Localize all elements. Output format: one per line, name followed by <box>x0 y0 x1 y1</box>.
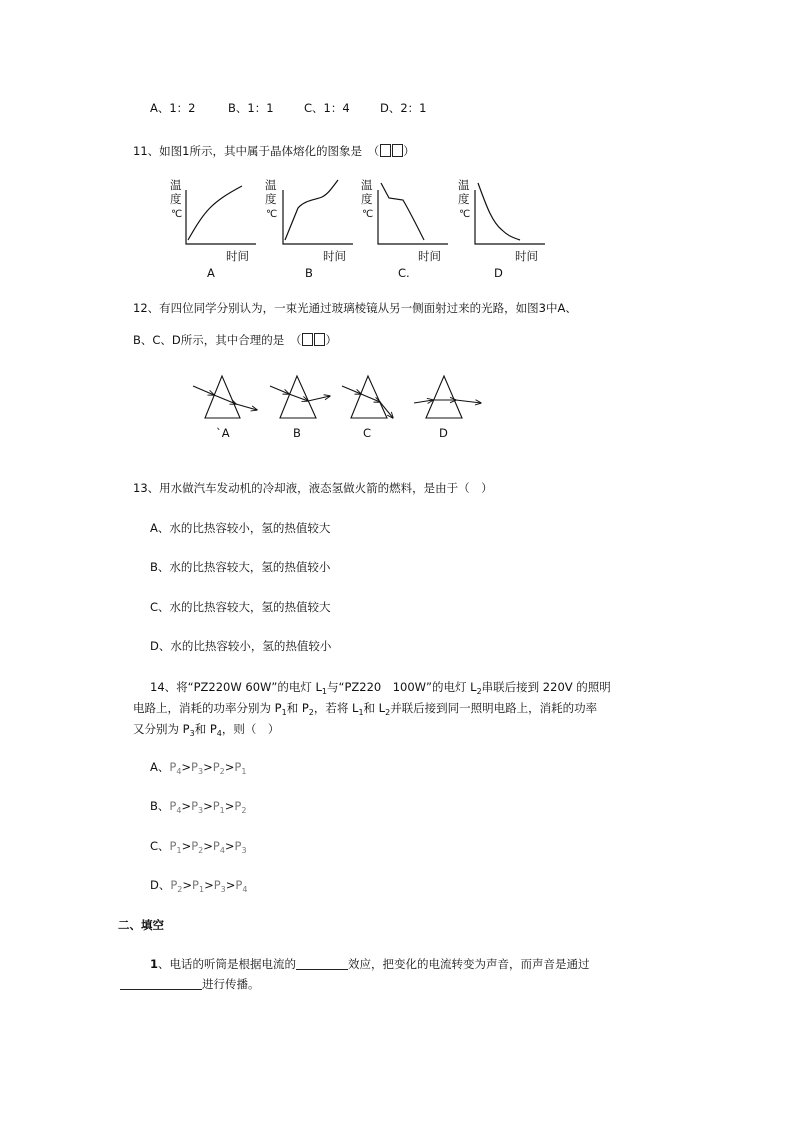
prism-a-ray-out <box>236 404 257 410</box>
prism-c-ray-in <box>342 386 361 394</box>
greater-than: > <box>204 878 214 892</box>
subscript: 3 <box>189 729 195 738</box>
subscript: 2 <box>177 885 183 894</box>
q14-text: ，若将 L <box>313 701 359 715</box>
q14-text: 并联后接到同一照明电路上，消耗的功率 <box>390 701 598 715</box>
subscript: 4 <box>219 846 225 855</box>
graph-d <box>475 183 545 244</box>
q13-option-c: C、水的比热容较大，氢的热值较大 <box>150 600 331 614</box>
prism-a <box>193 376 257 418</box>
power-symbol: P <box>170 878 178 892</box>
graph-c <box>378 183 448 244</box>
answer-box <box>314 333 325 346</box>
subscript: 1 <box>198 885 205 894</box>
q12-line1: 12、有四位同学分别认为，一束光通过玻璃棱镜从另一侧面射过来的光路，如图3中A、 <box>133 301 577 315</box>
greater-than: > <box>225 878 236 892</box>
power-symbol: P <box>191 760 198 774</box>
greater-than: > <box>181 839 192 853</box>
power-symbol: P <box>169 760 177 774</box>
q10-option-d: D、2：1 <box>380 101 427 115</box>
graph-b-xlabel: 时间 <box>323 249 346 263</box>
prism-b-ray-in <box>270 386 289 394</box>
q11-close: ） <box>403 144 415 158</box>
graph-d-ylabel-2: 度 <box>458 192 470 206</box>
fill-q1-line2 <box>120 977 260 991</box>
graph-a-label: A <box>207 266 215 280</box>
subscript: 4 <box>176 806 182 815</box>
graph-a-ylabel-2: 度 <box>170 192 182 206</box>
q13-option-a: A、水的比热容较小，氢的热值较大 <box>150 521 331 535</box>
q14-line2 <box>133 701 597 720</box>
subscript: 2 <box>198 846 204 855</box>
subscript: 2 <box>385 708 391 717</box>
graph-b-ylabel-unit: ℃ <box>266 209 278 220</box>
greater-than: > <box>181 799 192 813</box>
option-letter: B、 <box>150 799 170 813</box>
subscript: 3 <box>198 806 204 815</box>
prism-c-triangle <box>351 376 387 418</box>
q13-option-b: B、水的比热容较大，氢的热值较小 <box>150 560 331 574</box>
graph-c-curve <box>381 183 424 240</box>
prism-d-triangle <box>426 376 462 418</box>
graph-c-ylabel-1: 温 <box>361 178 373 192</box>
graph-c-xlabel: 时间 <box>418 249 441 263</box>
power-symbol: P <box>191 839 199 853</box>
graph-b-curve <box>285 180 338 240</box>
option-letter: D、 <box>150 878 171 892</box>
graph-d-label: D <box>494 266 503 280</box>
subscript: 1 <box>219 806 225 815</box>
prism-d <box>414 376 481 418</box>
answer-blank[interactable] <box>296 957 348 970</box>
subscript: 1 <box>241 767 247 776</box>
q10-option-a: A、1：2 <box>150 101 196 115</box>
graph-c-ylabel-unit: ℃ <box>362 209 374 220</box>
q14-text: 14、将“PZ220W 60W”的电灯 L <box>150 680 322 694</box>
prism-a-label: `A <box>216 426 230 440</box>
q14-option <box>150 799 246 818</box>
power-symbol: P <box>234 839 242 853</box>
prism-c-label: C <box>363 426 372 440</box>
graph-c-axes <box>378 190 448 244</box>
answer-box <box>302 333 313 346</box>
power-symbol: P <box>212 799 220 813</box>
prism-b-triangle <box>280 376 316 418</box>
greater-than: > <box>224 839 235 853</box>
q10-option-c: C、1：4 <box>304 101 350 115</box>
graph-d-ylabel-unit: ℃ <box>459 209 471 220</box>
subscript: 2 <box>219 767 225 776</box>
prism-c-ray-out <box>380 402 393 418</box>
graph-b-axes <box>283 190 353 244</box>
power-symbol: P <box>169 799 177 813</box>
answer-blank[interactable] <box>120 977 202 990</box>
prism-d-ray-out <box>456 400 481 403</box>
q12-line2 <box>133 333 337 347</box>
subscript: 4 <box>216 729 222 738</box>
greater-than: > <box>181 760 192 774</box>
subscript: 4 <box>176 767 182 776</box>
greater-than: > <box>203 839 213 853</box>
subscript: 1 <box>176 846 182 855</box>
graph-b-label: B <box>305 266 313 280</box>
graph-a <box>186 186 256 244</box>
graph-b-ylabel-1: 温 <box>265 178 277 192</box>
answer-box <box>392 144 403 157</box>
q14-text: 和 P <box>286 701 309 715</box>
graph-c-label: C. <box>398 266 410 280</box>
prism-b-ray-mid <box>289 394 308 401</box>
graph-d-axes <box>475 190 545 244</box>
q11-text: 11、如图1所示，其中属于晶体熔化的图象是 （ <box>133 144 380 158</box>
q14-text: 串联后接到 220V 的照明 <box>481 680 611 694</box>
section-title: 二、填空 <box>118 918 164 932</box>
prism-c <box>342 376 393 418</box>
graph-a-ylabel-unit: ℃ <box>171 209 183 220</box>
graph-c-ylabel-2: 度 <box>361 192 373 206</box>
subscript: 3 <box>241 846 247 855</box>
q12-text: B、C、D所示，其中合理的是 （ <box>133 333 302 347</box>
q14-option <box>150 760 246 779</box>
q13-option-d: D、水的比热容较小，氢的热值较小 <box>150 639 332 653</box>
prism-c-ray-mid <box>361 394 380 402</box>
option-letter: A、 <box>150 760 170 774</box>
q14-text: 和 P <box>194 722 217 736</box>
q13-question: 13、用水做汽车发动机的冷却液，液态氢做火箭的燃料，是由于（ ） <box>133 481 493 495</box>
fill-q1-text: 、电话的听筒是根据电流的 <box>158 957 297 971</box>
option-letter: C、 <box>150 839 170 853</box>
fill-q1-line1 <box>150 957 590 971</box>
subscript: 3 <box>197 767 204 776</box>
q14-line3 <box>133 722 279 741</box>
prism-d-ray-in <box>414 400 433 403</box>
q14-text: 和 L <box>363 701 386 715</box>
subscript: 3 <box>220 885 226 894</box>
power-symbol: P <box>213 878 221 892</box>
q10-option-b: B、1：1 <box>228 101 274 115</box>
q14-text: 与“PZ220 100W”的电灯 L <box>327 680 477 694</box>
greater-than: > <box>224 799 235 813</box>
prism-b-ray-out <box>308 396 330 401</box>
fill-q1-text: 效应，把变化的电流转变为声音，而声音是通过 <box>348 957 590 971</box>
greater-than: > <box>203 799 213 813</box>
greater-than: > <box>224 760 235 774</box>
subscript: 2 <box>476 687 482 696</box>
prism-b-label: B <box>293 426 301 440</box>
subscript: 2 <box>241 806 247 815</box>
graph-d-ylabel-1: 温 <box>458 178 470 192</box>
power-symbol: P <box>192 878 199 892</box>
greater-than: > <box>182 878 193 892</box>
subscript: 1 <box>358 708 364 717</box>
greater-than: > <box>203 760 213 774</box>
fill-q1-number: 1 <box>150 957 159 971</box>
q12-close: ） <box>325 333 338 347</box>
prism-a-triangle <box>205 376 240 418</box>
fill-q1-text: 进行传播。 <box>202 977 260 991</box>
graph-a-curve <box>188 186 242 240</box>
q14-option <box>150 839 247 858</box>
answer-box <box>380 144 391 157</box>
q14-text: ，则（ ） <box>221 722 280 736</box>
q14-option <box>150 878 247 897</box>
subscript: 2 <box>308 708 314 717</box>
graph-b-ylabel-2: 度 <box>265 192 277 206</box>
graph-d-xlabel: 时间 <box>515 249 538 263</box>
q14-text: 又分别为 P <box>133 722 190 736</box>
power-symbol: P <box>212 839 220 853</box>
power-symbol: P <box>234 760 242 774</box>
power-symbol: P <box>169 839 177 853</box>
prism-a-ray-in <box>193 386 214 395</box>
subscript: 4 <box>242 885 248 894</box>
prism-a-ray-mid <box>214 395 236 404</box>
subscript: 1 <box>321 687 327 696</box>
q14-text: 电路上，消耗的功率分别为 P <box>133 701 282 715</box>
subscript: 1 <box>281 708 287 717</box>
prism-d-label: D <box>439 426 448 440</box>
power-symbol: P <box>191 799 198 813</box>
graph-a-ylabel-1: 温 <box>170 178 182 192</box>
power-symbol: P <box>235 878 243 892</box>
graph-b <box>283 180 353 244</box>
power-symbol: P <box>234 799 242 813</box>
graph-d-curve <box>478 183 520 240</box>
power-symbol: P <box>212 760 220 774</box>
graph-a-axes <box>186 190 256 244</box>
graph-a-xlabel: 时间 <box>226 249 249 263</box>
prism-b <box>270 376 330 418</box>
q11-question <box>133 144 415 158</box>
q14-line1 <box>150 680 611 699</box>
